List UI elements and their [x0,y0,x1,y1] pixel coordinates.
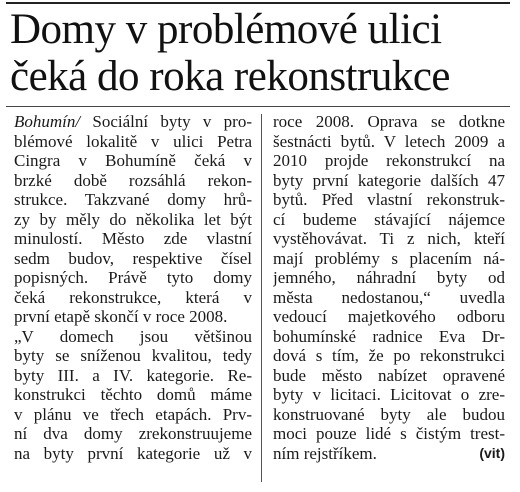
text-line [273,171,505,191]
text-line-content: cí budeme stávající nájemce [273,209,505,229]
text-line-content: vystěhovávat. Ti z nich, kteří [273,229,505,248]
text-line-content: dová s tím, že po rekonstrukci [273,346,505,365]
text-line [273,249,505,269]
text-line-content: mají problémy s placením ná- [273,248,505,268]
text-line-content: 2010 projde rekonstrukcí na [273,151,505,170]
author-signature: (vit) [479,444,505,461]
text-line [14,424,252,444]
text-line-content: popisných. Právě tyto domy [14,268,252,287]
dateline: Bohumín/ [14,112,81,131]
text-line [14,229,252,249]
text-line-content: Cingra v Bohumíně čeká v [14,151,252,170]
text-line [14,249,252,269]
text-line [14,405,252,425]
article-column-left [14,112,252,463]
text-line [273,346,505,366]
text-line [273,327,505,347]
text-line [14,346,252,366]
text-line [14,112,252,132]
text-line [273,307,505,327]
text-line-content: byty první kategorie dalších 47 [273,170,505,190]
text-line-content: sedm budov, respektive čísel [14,248,252,268]
text-line [273,112,505,132]
text-line-content: moci pouze lidé s čistým trest- [273,424,505,443]
text-line-content: jemného, náhradní byty od [273,268,505,287]
text-line [273,210,505,230]
text-line [273,151,505,171]
text-line [273,190,505,210]
text-line [14,327,252,347]
text-line-content: vedoucí majetkového odboru [273,307,505,326]
text-line-content: byty v licitaci. Licitovat o zre- [273,385,505,404]
text-line-content: konstrukci těchto domů máme [14,385,252,404]
text-line [14,151,252,171]
text-line [273,132,505,152]
text-line-content: bude město nabízet opravené [273,365,505,385]
text-line [273,424,505,444]
text-line [273,444,505,464]
text-line-content: blémové lokalitě v ulici Petra [14,131,252,151]
text-line-content: minulostí. Město zde vlastní [14,229,252,248]
text-line [14,307,252,327]
text-line-content: čeká rekonstrukce, která v [14,287,252,307]
text-line [14,171,252,191]
text-line-content: ním rejstříkem. [273,443,377,463]
text-line-content: bytů. Před vlastní rekonstruk- [273,190,505,209]
text-line-content: byty III. a IV. kategorie. Re- [14,365,252,385]
text-line [273,405,505,425]
text-line [273,229,505,249]
text-line-content: Sociální byty v pro- [92,112,252,131]
headline-rule [6,106,510,107]
text-line-content: zy by měly do několika let být [14,209,252,229]
headline [10,6,510,100]
top-rule [6,2,510,4]
text-line [273,385,505,405]
text-line [273,366,505,386]
text-line [14,132,252,152]
text-line-content: bohumínské radnice Eva Dr- [273,326,505,346]
text-line-content: byty se sníženou kvalitou, tedy [14,346,252,365]
text-line-content: šestnácti bytů. V letech 2009 a [273,131,505,151]
text-line [14,190,252,210]
text-line [14,268,252,288]
text-line-content: v plánu ve třech etapách. Prv- [14,404,252,424]
text-line-content: konstruované byty ale budou [273,404,505,424]
text-line-content: „V domech jsou většinou [14,326,252,346]
column-divider [261,114,262,482]
text-line [14,288,252,308]
text-line-content: první etapě skončí v roce 2008. [14,307,228,326]
text-line-content: na byty první kategorie už v [14,443,252,463]
text-line [14,210,252,230]
text-line-content: ní dva domy zrekonstruujeme [14,424,252,443]
headline-line-1: Domy v problémové ulici [10,6,442,53]
text-line [14,385,252,405]
text-line-content: brzké době rozsáhlá rekon- [14,170,252,190]
text-line [14,444,252,464]
text-line [273,288,505,308]
text-line [273,268,505,288]
article-column-right [273,112,505,463]
text-line [14,366,252,386]
text-line-content: strukce. Takzvané domy hrů- [14,190,252,209]
text-line-content: roce 2008. Oprava se dotkne [273,112,505,131]
text-line-content: města nedostanou,“ uvedla [273,287,505,307]
headline-line-2: čeká do roka rekonstrukce [10,53,450,100]
